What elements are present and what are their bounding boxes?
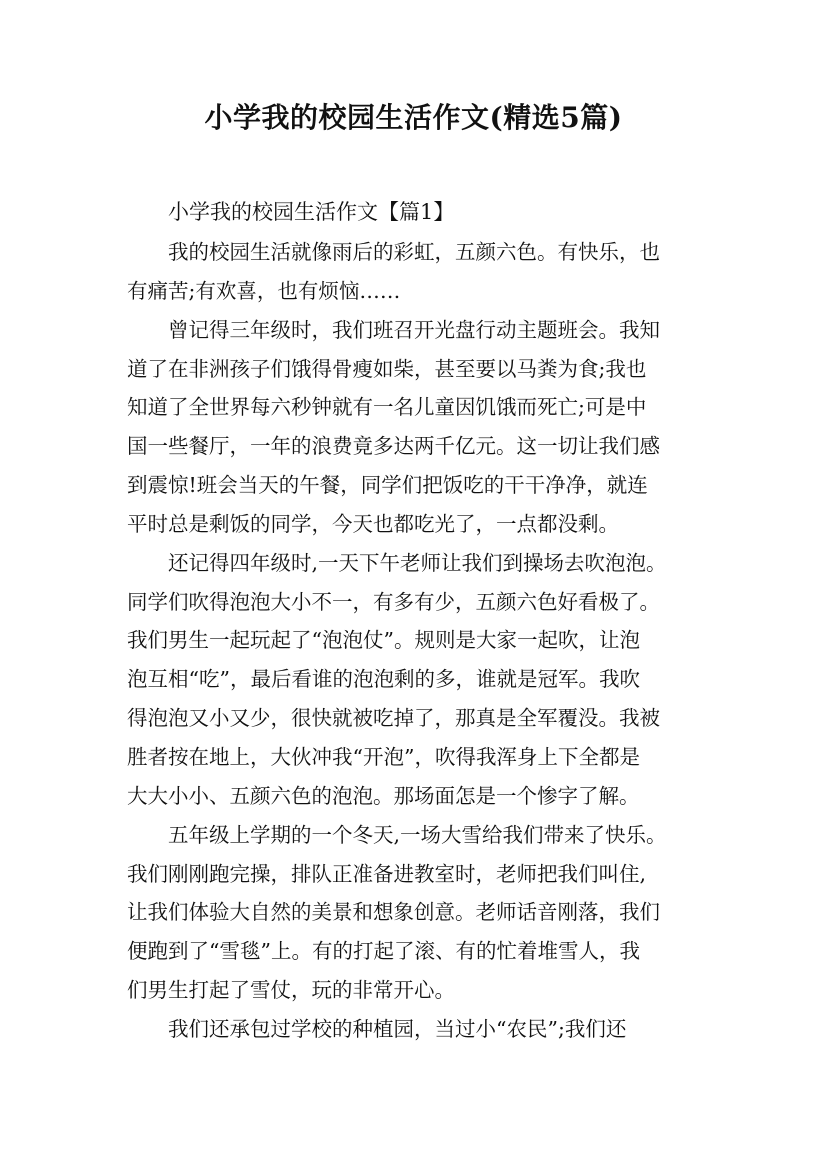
text-line: 国一些餐厅，一年的浪费竟多达两千亿元。这一切让我们感: [127, 434, 660, 459]
text-line: 我们男生一起玩起了“泡泡仗”。规则是大家一起吹，让泡: [127, 628, 640, 653]
text-line: 曾记得三年级时，我们班召开光盘行动主题班会。我知: [168, 317, 660, 342]
text-line: 五年级上学期的一个冬天,一场大雪给我们带来了快乐。: [168, 822, 667, 847]
text-line: 得泡泡又小又少，很快就被吃掉了，那真是全军覆没。我被: [127, 706, 660, 731]
text-line: 同学们吹得泡泡大小不一，有多有少，五颜六色好看极了。: [127, 589, 660, 614]
text-line: 我们还承包过学校的种植园，当过小“农民”;我们还: [168, 1016, 627, 1041]
text-line: 大大小小、五颜六色的泡泡。那场面怎是一个惨字了解。: [127, 783, 640, 808]
paragraph-5: [127, 1010, 713, 1049]
text-line: 泡互相“吃”，最后看谁的泡泡剩的多，谁就是冠军。我吹: [127, 667, 640, 692]
text-line: 我的校园生活就像雨后的彩虹，五颜六色。有快乐，也: [168, 240, 660, 264]
paragraph-2: [127, 311, 713, 544]
paragraph-1: [127, 233, 713, 311]
text-line: 们男生打起了雪仗，玩的非常开心。: [127, 978, 455, 1003]
section-heading: 小学我的校园生活作文【篇1】: [168, 200, 455, 224]
text-line: 知道了全世界每六秒钟就有一名儿童因饥饿而死亡;可是中: [127, 395, 647, 420]
text-line: 到震惊!班会当天的午餐，同学们把饭吃的干干净净，就连: [127, 473, 648, 498]
text-line: 便跑到了“雪毯”上。有的打起了滚、有的忙着堆雪人，我: [127, 939, 640, 964]
document-title: 小学我的校园生活作文(精选5篇): [204, 101, 623, 134]
text-line: 有痛苦;有欢喜，也有烦恼……: [127, 278, 401, 303]
paragraph-3: [127, 544, 713, 816]
text-line: 让我们体验大自然的美景和想象创意。老师话音刚落，我们: [127, 900, 660, 925]
document-body: [127, 233, 713, 1049]
text-line: 我们刚刚跑完操，排队正准备进教室时，老师把我们叫住,: [127, 861, 647, 886]
paragraph-4: [127, 816, 713, 1010]
text-line: 还记得四年级时,一天下午老师让我们到操场去吹泡泡。: [168, 550, 667, 575]
text-line: 胜者按在地上，大伙冲我“开泡”，吹得我浑身上下全都是: [127, 744, 640, 769]
text-line: 平时总是剩饭的同学，今天也都吃光了，一点都没剩。: [127, 511, 619, 536]
text-line: 道了在非洲孩子们饿得骨瘦如柴，甚至要以马粪为食;我也: [127, 356, 647, 381]
